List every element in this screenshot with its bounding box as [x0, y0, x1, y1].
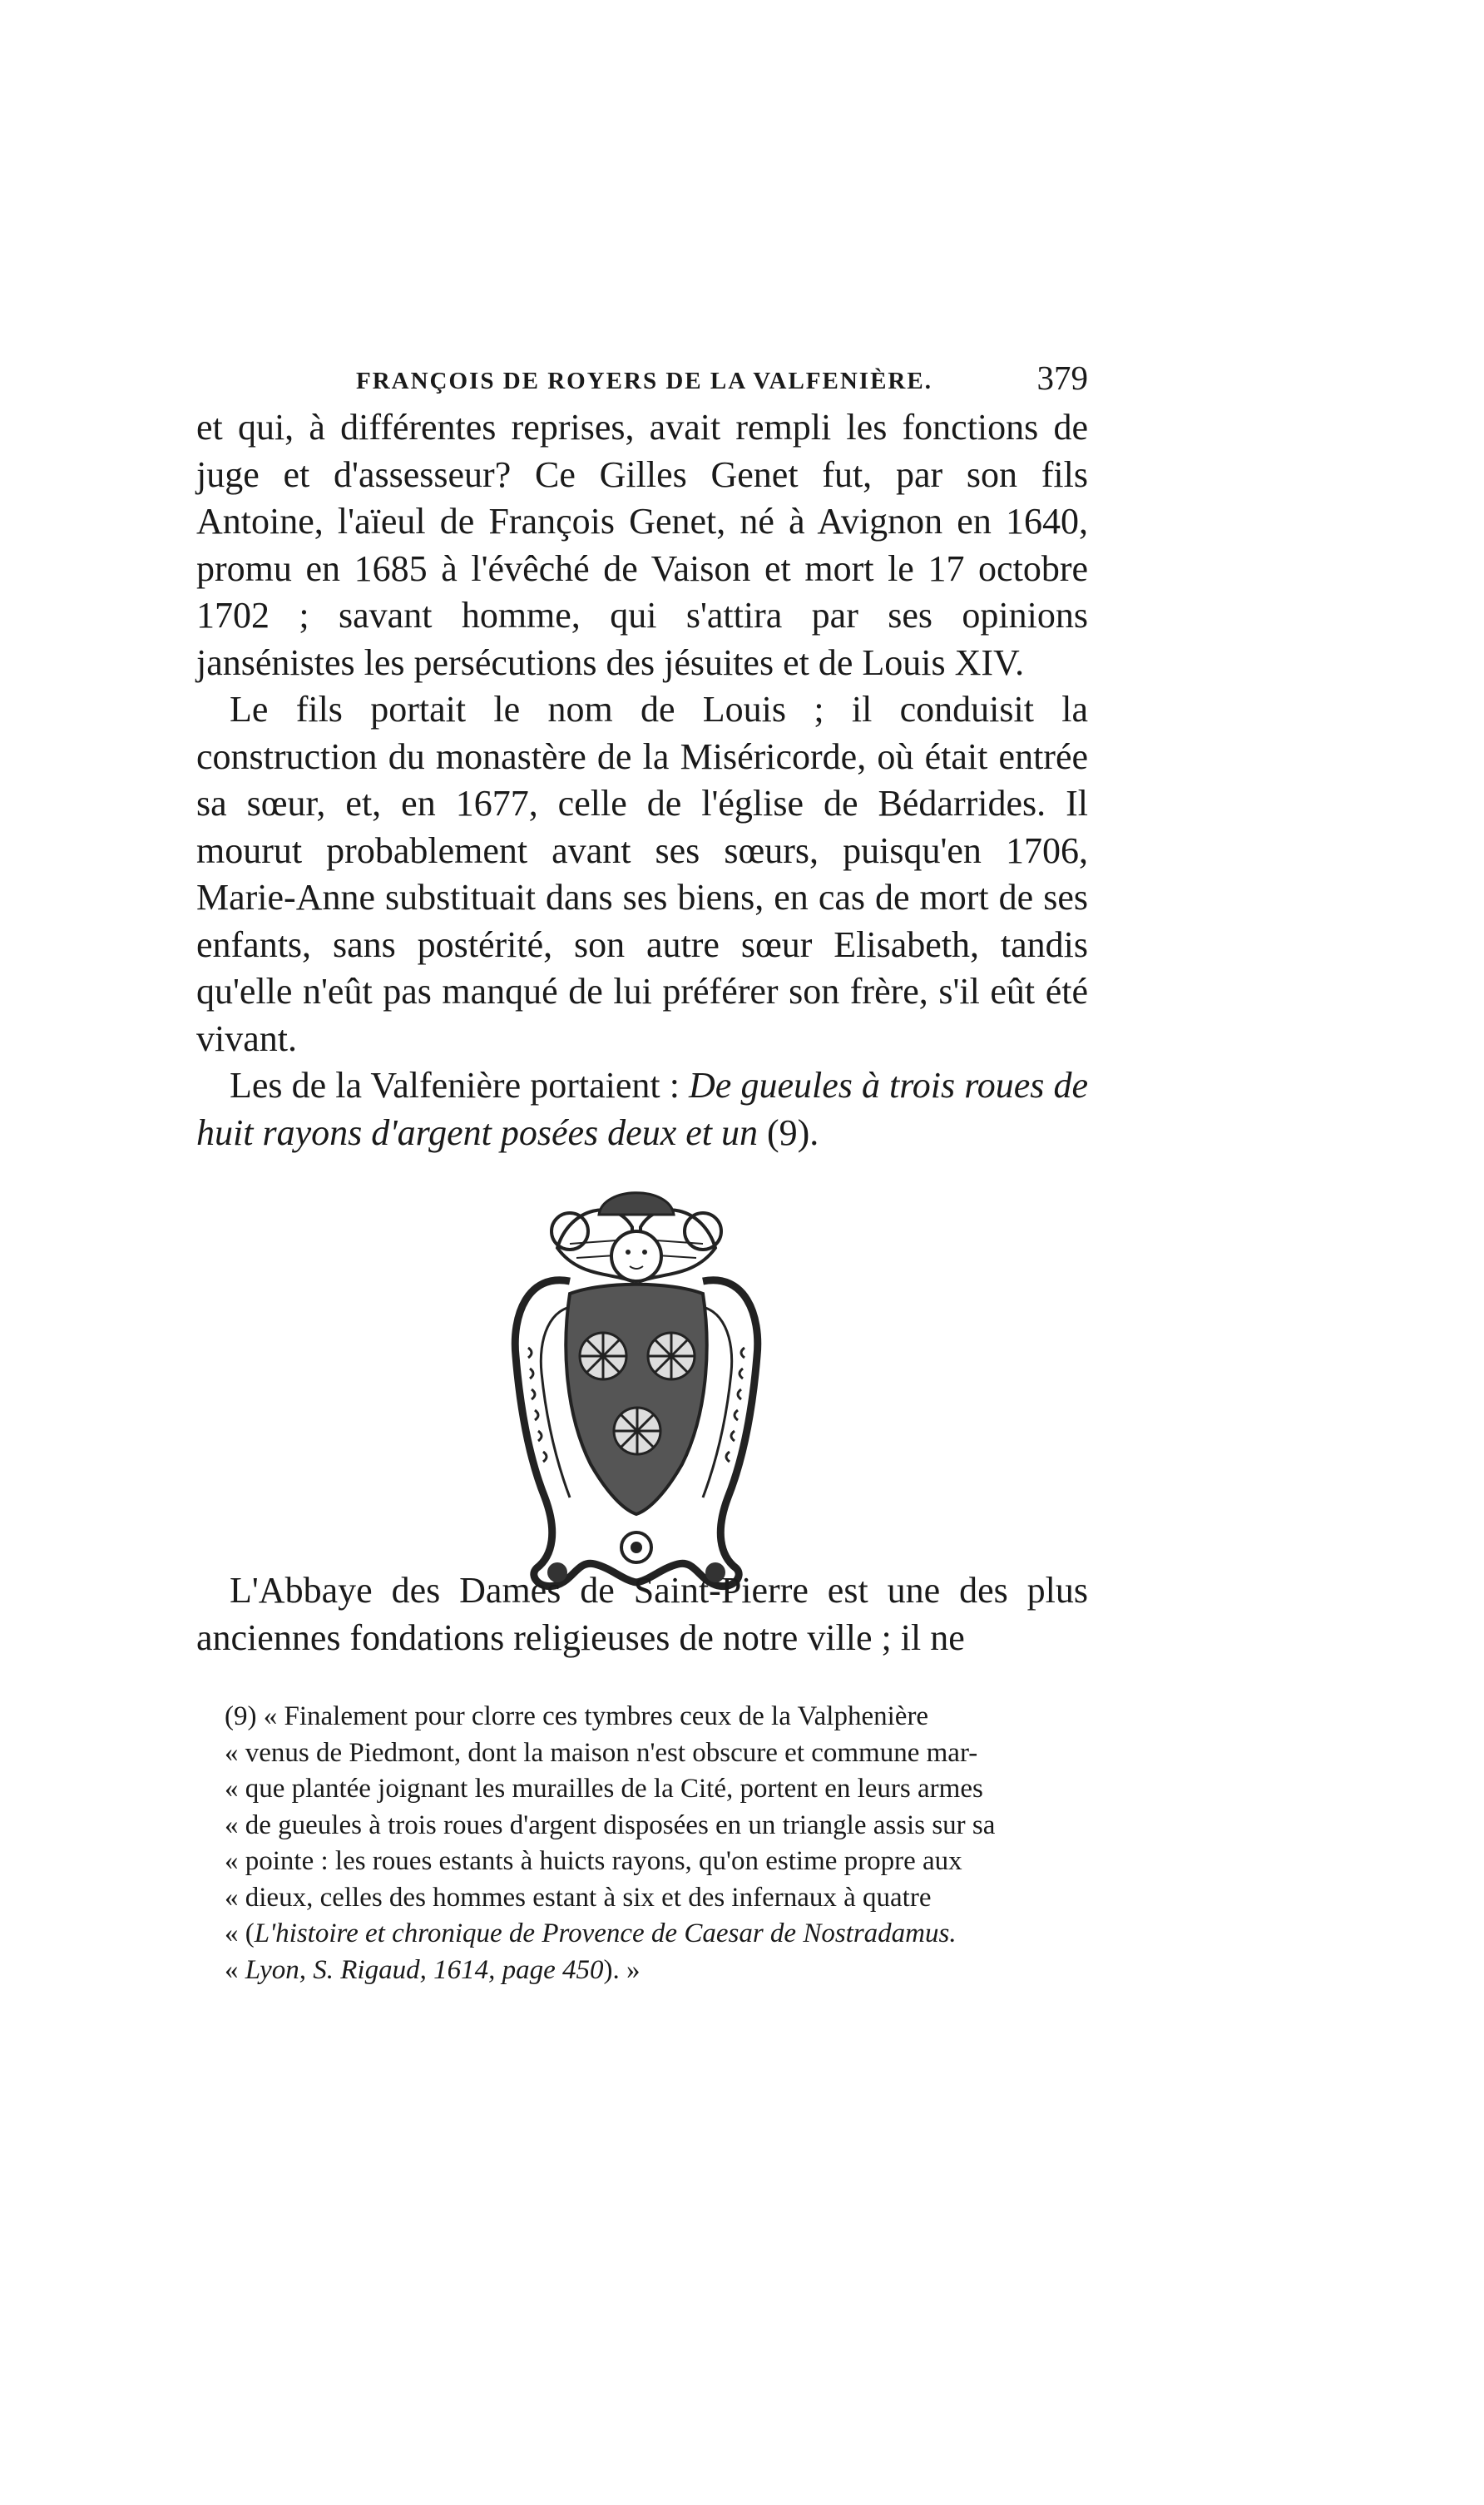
footnote-line: « pointe : les roues estants à huicts rayons, qu'on estime propre aux: [225, 1846, 962, 1876]
footnote-9: [225, 1699, 1088, 1988]
running-title: FRANÇOIS DE ROYERS DE LA VALFENIÈRE.: [356, 368, 932, 394]
paragraph-arms: [196, 1062, 1088, 1156]
footnote-reference: (9).: [758, 1111, 819, 1153]
paragraph-louis: Le fils portait le nom de Louis ; il conduisit la construction du monastère de la Miséricorde, où était entrée sa sœur, et, en 1677, celle de l'église de Bédarrides. Il mourut probablement avant ses sœurs, puisqu'en 1706, Marie-Anne substituait dans ses biens, en cas de mort de ses enfants, sans postérité, son autre sœur Elisabeth, tandis qu'elle n'eût pas manqué de lui préférer son frère, s'il eût été vivant.: [196, 689, 1088, 1059]
paragraph-abbaye: L'Abbaye des Dames de Saint-Pierre est une des plus anciennes fondations religieuses de notre ville ; il ne: [196, 1570, 1088, 1658]
footnote-quote-mark: « (: [225, 1918, 255, 1948]
footnote-close: ). »: [603, 1954, 641, 1985]
footnote-line: [225, 1953, 1088, 1989]
main-text-upper: [196, 404, 1088, 1156]
footnote-line: « venus de Piedmont, dont la maison n'est obscure et commune mar-: [225, 1737, 978, 1768]
arms-lead-text: Les de la Valfenière portaient :: [230, 1065, 690, 1106]
arms-blazon: De gueules à trois roues de huit rayons d'argent posées deux et un: [196, 1065, 1088, 1153]
footnote-line: « dieux, celles des hommes estant à six et des infernaux à quatre: [225, 1882, 932, 1913]
footnote-citation-publisher: Lyon, S. Rigaud, 1614, page 450: [245, 1954, 604, 1985]
page-number: 379: [1036, 359, 1088, 397]
coat-of-arms-icon: [478, 1181, 794, 1597]
main-text-lower: [196, 1567, 1088, 1661]
footnote-line: [225, 1916, 1088, 1953]
page-header: [196, 356, 1088, 406]
footnote-line: (9) « Finalement pour clorre ces tymbres ceux de la Valphenière: [225, 1701, 929, 1731]
footnote-line: « que plantée joignant les murailles de la Cité, portent en leurs armes: [225, 1774, 983, 1804]
footnote-line: « de gueules à trois roues d'argent disposées en un triangle assis sur sa: [225, 1809, 996, 1840]
footnote-quote-mark: «: [225, 1954, 245, 1985]
footnote-citation-title: L'histoire et chronique de Provence de Caesar de Nostradamus.: [254, 1918, 957, 1948]
paragraph-continued: et qui, à différentes reprises, avait rempli les fonctions de juge et d'assesseur? Ce Gilles Genet fut, par son fils Antoine, l'aïeul de François Genet, né à Avignon en 1640, promu en 1685 à l'évêché de Vaison et mort le 17 octobre 1702 ; savant homme, qui s'attira par ses opinions jansénistes les persécutions des jésuites et de Louis XIV.: [196, 407, 1088, 683]
